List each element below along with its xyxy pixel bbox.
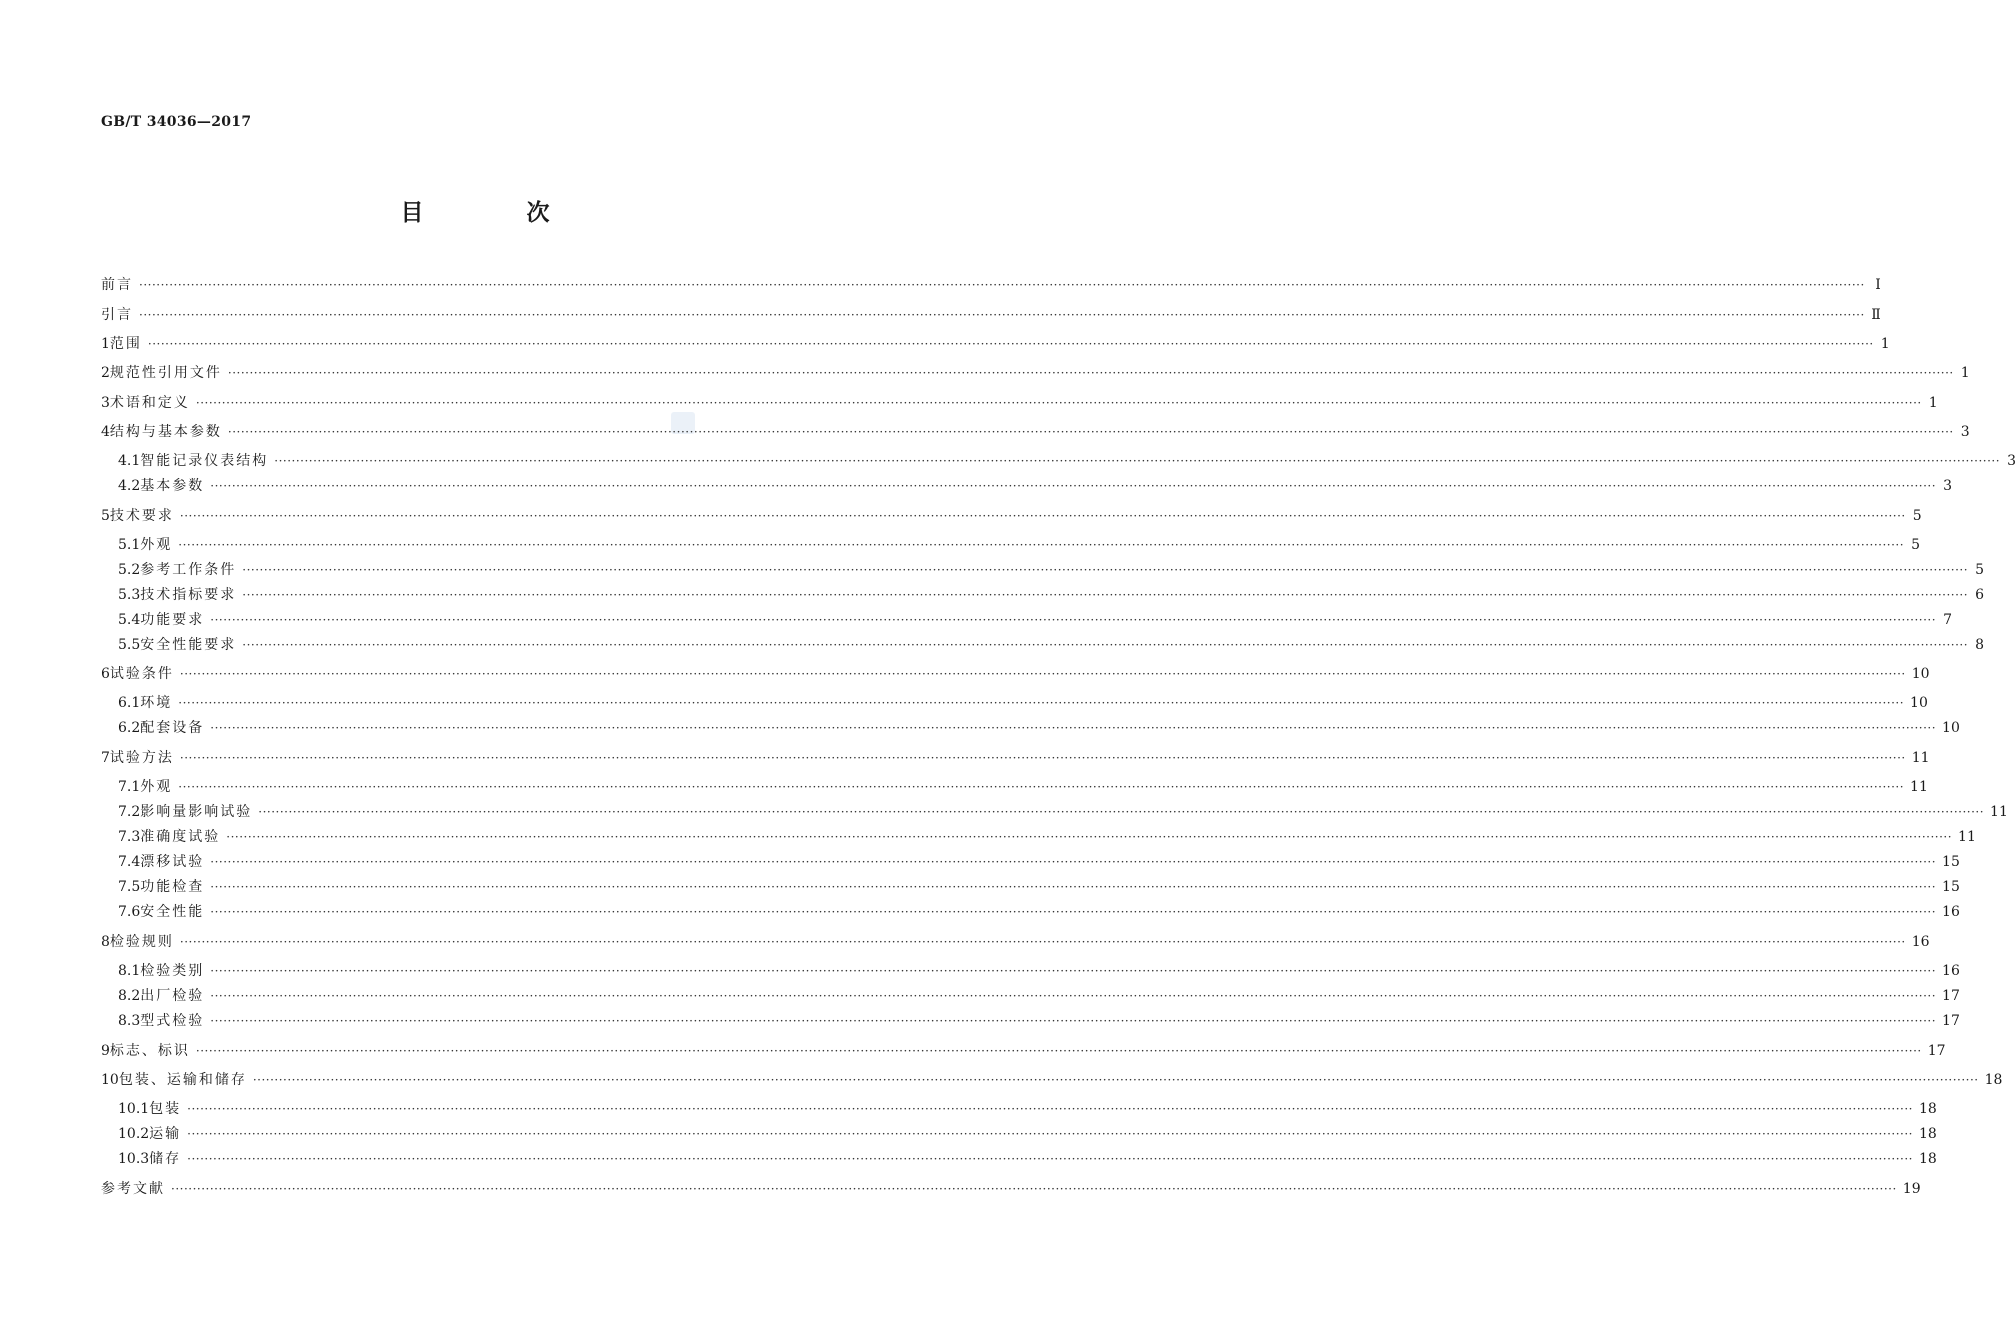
toc-entry-number: 5.2: [118, 562, 141, 578]
toc-entry[interactable]: [118, 1100, 1937, 1118]
toc-entry-label: 规范性引用文件: [109, 365, 222, 381]
dot-leader: ················································································································································································································································································································································································································: [210, 613, 1937, 627]
toc-entry-page: 18: [1918, 1101, 1937, 1117]
toc-entry[interactable]: [101, 364, 1970, 382]
dot-leader: ················································································································································································································································································································································································································: [179, 509, 1906, 523]
dot-leader: ················································································································································································································································································································································································································: [179, 751, 1906, 765]
dot-leader: ················································································································································································································································································································································································································: [187, 1102, 1913, 1116]
toc-entry-page: 10: [1910, 695, 1928, 711]
toc-entry-label: 安全性能: [140, 904, 205, 920]
dot-leader: ················································································································································································································································································································································································································: [210, 721, 1937, 735]
toc-entry[interactable]: [118, 1150, 1937, 1168]
toc-entry-number: 4.1: [118, 453, 141, 469]
toc-entry-page: 1: [1880, 336, 1890, 352]
dot-leader: ················································································································································································································································································································································································································: [171, 1182, 1897, 1196]
toc-entry-number: 6.1: [118, 695, 141, 711]
toc-entry-number: 7.5: [118, 879, 141, 895]
toc-entry-label: 参考文献: [101, 1181, 165, 1197]
toc-entry-number: 10: [101, 1072, 119, 1088]
dot-leader: ················································································································································································································································································································································································································: [210, 989, 1937, 1003]
toc-entry[interactable]: [118, 828, 1976, 846]
toc-entry[interactable]: [118, 1012, 1960, 1030]
toc-entry-label: 储存: [149, 1151, 182, 1167]
toc-entry[interactable]: [101, 507, 1922, 525]
dot-leader: ················································································································································································································································································································································································································: [210, 964, 1937, 978]
toc-entry-number: 7.3: [118, 829, 141, 845]
toc-entry-number: 1: [101, 336, 110, 352]
toc-entry-number: 7.1: [118, 779, 141, 795]
toc-entry-label: 试验方法: [109, 750, 174, 766]
toc-entry-label: 漂移试验: [140, 854, 205, 870]
dot-leader: ················································································································································································································································································································································································································: [139, 308, 1865, 322]
toc-entry-page: Ⅱ: [1871, 307, 1881, 323]
toc-entry-page: 16: [1942, 904, 1960, 920]
toc-entry-number: 4.2: [118, 478, 141, 494]
toc-entry[interactable]: [118, 636, 1985, 654]
toc-entry-number: 7.4: [118, 854, 141, 870]
toc-entry-page: 3: [2007, 453, 2016, 469]
toc-entry-page: 10: [1942, 720, 1960, 736]
toc-entry[interactable]: [101, 394, 1938, 412]
toc-entry-number: 4: [101, 424, 110, 440]
toc-entry-page: 15: [1942, 854, 1960, 870]
toc-entry-number: 7: [101, 750, 110, 766]
toc-entry[interactable]: [101, 933, 1930, 951]
dot-leader: ················································································································································································································································································································································································································: [210, 855, 1937, 869]
toc-entry-page: 11: [1910, 779, 1928, 795]
toc-entry-label: 安全性能要求: [140, 637, 237, 653]
dot-leader: ················································································································································································································································································································································································································: [178, 780, 1905, 794]
toc-entry-label: 功能要求: [140, 612, 205, 628]
toc-entry-page: 10: [1911, 666, 1930, 682]
toc-entry[interactable]: [101, 1042, 1946, 1060]
dot-leader: ················································································································································································································································································································································································································: [195, 396, 1922, 410]
toc-entry-number: 5.5: [118, 637, 141, 653]
toc-entry-number: 8.1: [118, 963, 141, 979]
toc-entry[interactable]: [101, 335, 1890, 353]
toc-entry-page: 1: [1960, 365, 1970, 381]
toc-entry[interactable]: [101, 1071, 2003, 1089]
toc-entry[interactable]: [118, 586, 1985, 604]
toc-entry-page: 3: [1960, 424, 1970, 440]
toc-entry-page: 17: [1942, 1013, 1960, 1029]
toc-entry[interactable]: [118, 719, 1960, 737]
toc-entry[interactable]: [118, 1125, 1937, 1143]
toc-entry-number: 7.6: [118, 904, 141, 920]
toc-entry[interactable]: [101, 1180, 1921, 1198]
dot-leader: ················································································································································································································································································································································································································: [187, 1152, 1913, 1166]
toc-entry-page: 7: [1943, 612, 1953, 628]
toc-entry-label: 外观: [140, 779, 173, 795]
dot-leader: ················································································································································································································································································································································································································: [210, 905, 1937, 919]
toc-entry-page: 5: [1911, 537, 1921, 553]
toc-entry-label: 运输: [149, 1126, 182, 1142]
dot-leader: ················································································································································································································································································································································································································: [242, 638, 1969, 652]
toc-entry-number: 8.3: [118, 1013, 141, 1029]
toc-entry-number: 10.2: [118, 1126, 150, 1142]
toc-entry[interactable]: [101, 749, 1930, 767]
dot-leader: ················································································································································································································································································································································································································: [187, 1127, 1913, 1141]
toc-entry-number: 2: [101, 365, 110, 381]
toc-entry-page: 16: [1942, 963, 1960, 979]
toc-entry[interactable]: [118, 611, 1953, 629]
toc-entry[interactable]: [101, 306, 1881, 324]
dot-leader: ················································································································································································································································································································································································································: [258, 805, 1985, 819]
dot-leader: ················································································································································································································································································································································································································: [210, 880, 1937, 894]
toc-entry[interactable]: [101, 276, 1881, 294]
toc-entry-page: 5: [1975, 562, 1985, 578]
toc-entry-number: 5.3: [118, 587, 141, 603]
toc-entry-number: 6.2: [118, 720, 141, 736]
toc-entry-label: 结构与基本参数: [109, 424, 222, 440]
page-title: 目 次: [400, 200, 590, 226]
toc-entry-page: 17: [1942, 988, 1960, 1004]
toc-entry[interactable]: [101, 423, 1970, 441]
dot-leader: ················································································································································································································································································································································································································: [227, 425, 1954, 439]
toc-entry[interactable]: [118, 452, 2016, 470]
toc-entry-label: 包装、运输和储存: [118, 1072, 247, 1088]
toc-entry-label: 前言: [101, 277, 133, 293]
dot-leader: ················································································································································································································································································································································································································: [210, 479, 1937, 493]
toc-entry-label: 出厂检验: [140, 988, 205, 1004]
toc-entry-label: 检验规则: [109, 934, 174, 950]
toc-entry-label: 影响量影响试验: [140, 804, 253, 820]
toc-entry-number: 5: [101, 508, 110, 524]
toc-entry-number: 6: [101, 666, 110, 682]
dot-leader: ················································································································································································································································································································································································································: [274, 454, 2001, 468]
toc-entry-number: 5.4: [118, 612, 141, 628]
toc-entry[interactable]: [118, 853, 1960, 871]
toc-entry-page: 1: [1928, 395, 1938, 411]
dot-leader: ················································································································································································································································································································································································································: [179, 935, 1906, 949]
toc-entry[interactable]: [118, 561, 1985, 579]
toc-entry-page: 19: [1902, 1181, 1921, 1197]
toc-entry[interactable]: [118, 694, 1928, 712]
toc-entry-label: 检验类别: [140, 963, 205, 979]
toc-entry[interactable]: [118, 803, 2008, 821]
toc-entry-label: 功能检查: [140, 879, 205, 895]
dot-leader: ················································································································································································································································································································································································································: [195, 1044, 1922, 1058]
toc-entry-label: 试验条件: [109, 666, 174, 682]
toc-entry-page: 8: [1975, 637, 1985, 653]
dot-leader: ················································································································································································································································································································································································································: [252, 1073, 1979, 1087]
toc-entry[interactable]: [118, 903, 1960, 921]
toc-entry-label: 范围: [109, 336, 142, 352]
dot-leader: ················································································································································································································································································································································································································: [147, 337, 1874, 351]
toc-entry-label: 术语和定义: [109, 395, 190, 411]
toc-entry-page: 16: [1911, 934, 1930, 950]
toc-entry-page: 18: [1918, 1126, 1937, 1142]
toc-entry-number: 7.2: [118, 804, 141, 820]
toc-entry-page: 6: [1975, 587, 1985, 603]
toc-entry[interactable]: [118, 878, 1960, 896]
toc-entry-label: 基本参数: [140, 478, 205, 494]
toc-entry-number: 3: [101, 395, 110, 411]
dot-leader: ················································································································································································································································································································································································································: [210, 1014, 1937, 1028]
dot-leader: ················································································································································································································································································································································································································: [227, 366, 1954, 380]
toc-entry[interactable]: [118, 962, 1960, 980]
toc-entry-number: 5.1: [118, 537, 141, 553]
toc-entry-number: 10.1: [118, 1101, 150, 1117]
toc-entry-page: 18: [1984, 1072, 2003, 1088]
toc-entry-page: 15: [1942, 879, 1960, 895]
toc-entry-label: 智能记录仪表结构: [140, 453, 269, 469]
dot-leader: ················································································································································································································································································································································································································: [242, 563, 1969, 577]
dot-leader: ················································································································································································································································································································································································································: [242, 588, 1969, 602]
dot-leader: ················································································································································································································································································································································································································: [178, 696, 1905, 710]
toc-entry-number: 8: [101, 934, 110, 950]
toc-entry-label: 型式检验: [140, 1013, 205, 1029]
toc-entry-page: 11: [1958, 829, 1976, 845]
toc-entry[interactable]: [101, 665, 1930, 683]
dot-leader: ················································································································································································································································································································································································································: [178, 538, 1905, 552]
toc-entry-page: 11: [1911, 750, 1930, 766]
toc-entry-label: 参考工作条件: [140, 562, 237, 578]
toc-entry-label: 技术要求: [109, 508, 174, 524]
toc-entry-label: 配套设备: [140, 720, 205, 736]
toc-entry[interactable]: [118, 477, 1953, 495]
toc-entry[interactable]: [118, 987, 1960, 1005]
dot-leader: ················································································································································································································································································································································································································: [226, 830, 1953, 844]
toc-entry-label: 外观: [140, 537, 173, 553]
toc-entry-page: 18: [1918, 1151, 1937, 1167]
toc-entry-label: 标志、标识: [109, 1043, 190, 1059]
dot-leader: ················································································································································································································································································································································································································: [139, 278, 1865, 292]
toc-entry-label: 技术指标要求: [140, 587, 237, 603]
toc-entry[interactable]: [118, 536, 1921, 554]
toc-entry-label: 包装: [149, 1101, 182, 1117]
toc-entry-label: 引言: [101, 307, 133, 323]
toc-entry-number: 9: [101, 1043, 110, 1059]
toc-entry[interactable]: [118, 778, 1928, 796]
toc-entry-number: 8.2: [118, 988, 141, 1004]
toc-entry-page: 5: [1912, 508, 1922, 524]
toc-entry-label: 准确度试验: [140, 829, 221, 845]
toc-entry-page: 11: [1990, 804, 2008, 820]
toc-entry-number: 10.3: [118, 1151, 150, 1167]
toc-entry-page: 3: [1943, 478, 1953, 494]
toc-entry-page: Ⅰ: [1875, 277, 1881, 293]
standard-code: GB/T 34036—2017: [101, 114, 252, 130]
toc-entry-label: 环境: [140, 695, 173, 711]
toc-entry-page: 17: [1927, 1043, 1946, 1059]
dot-leader: ················································································································································································································································································································································································································: [179, 667, 1906, 681]
